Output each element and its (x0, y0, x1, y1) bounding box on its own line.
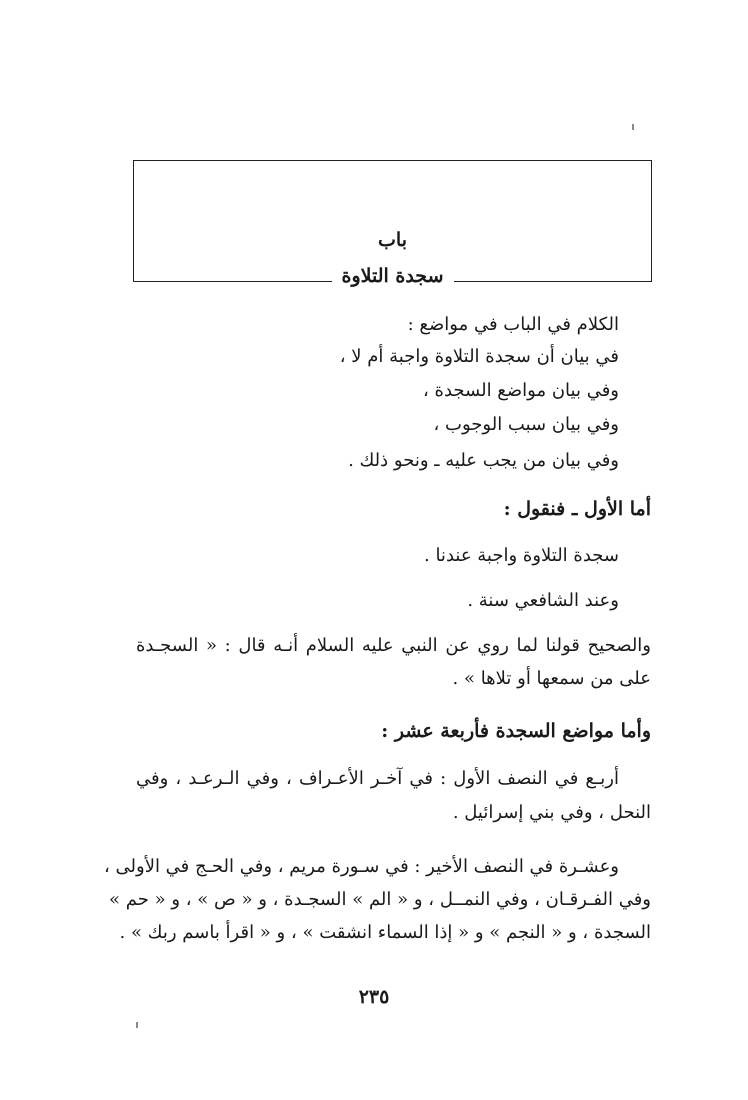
first-line: سجدة التلاوة واجبة عندنا . (424, 545, 619, 566)
intro-item: في بيان أن سجدة التلاوة واجبة أم لا ، (339, 346, 619, 367)
second-paragraph-line: وعشـرة في النصف الأخير : في سـورة مريم ، وفي الحـج في الأولى ، (103, 856, 619, 877)
second-paragraph-line: النحل ، وفي بني إسرائيل . (452, 802, 651, 823)
section-heading-first: أما الأول ـ فنقول : (503, 498, 651, 520)
chapter-header-box (133, 160, 652, 287)
scan-speck (632, 124, 634, 130)
intro-item: وفي بيان مواضع السجدة ، (423, 380, 619, 401)
second-paragraph-line: أربـع في النصف الأول : في آخـر الأعـراف ، وفي الـرعـد ، وفي (136, 768, 619, 789)
intro-item: وفي بيان سبب الوجوب ، (433, 414, 619, 435)
first-paragraph-line: والصحيح قولنا لما روي عن النبي عليه السلام أنـه قال : « السجـدة (136, 635, 651, 656)
section-heading-second: وأما مواضع السجدة فأربعة عشر : (381, 720, 651, 742)
second-paragraph-line: السجدة ، و « النجم » و « إذا السماء انشقت » ، و « اقرأ باسم ربك » . (119, 922, 651, 943)
first-line: وعند الشافعي سنة . (467, 590, 619, 611)
second-paragraph-line: وفي الفـرقـان ، وفي النمــل ، و « الم » السجـدة ، و « ص » ، و « حم » (109, 889, 651, 910)
scan-speck (136, 1022, 138, 1028)
chapter-title: سجدة التلاوة (332, 264, 454, 288)
intro-item: وفي بيان من يجب عليه ـ ونحو ذلك . (348, 450, 619, 471)
first-paragraph-line: على من سمعها أو تلاها » . (452, 668, 651, 689)
page-number: ٢٣٥ (358, 986, 390, 1008)
intro-lead: الكلام في الباب في مواضع : (407, 314, 619, 335)
chapter-word: باب (378, 229, 407, 251)
